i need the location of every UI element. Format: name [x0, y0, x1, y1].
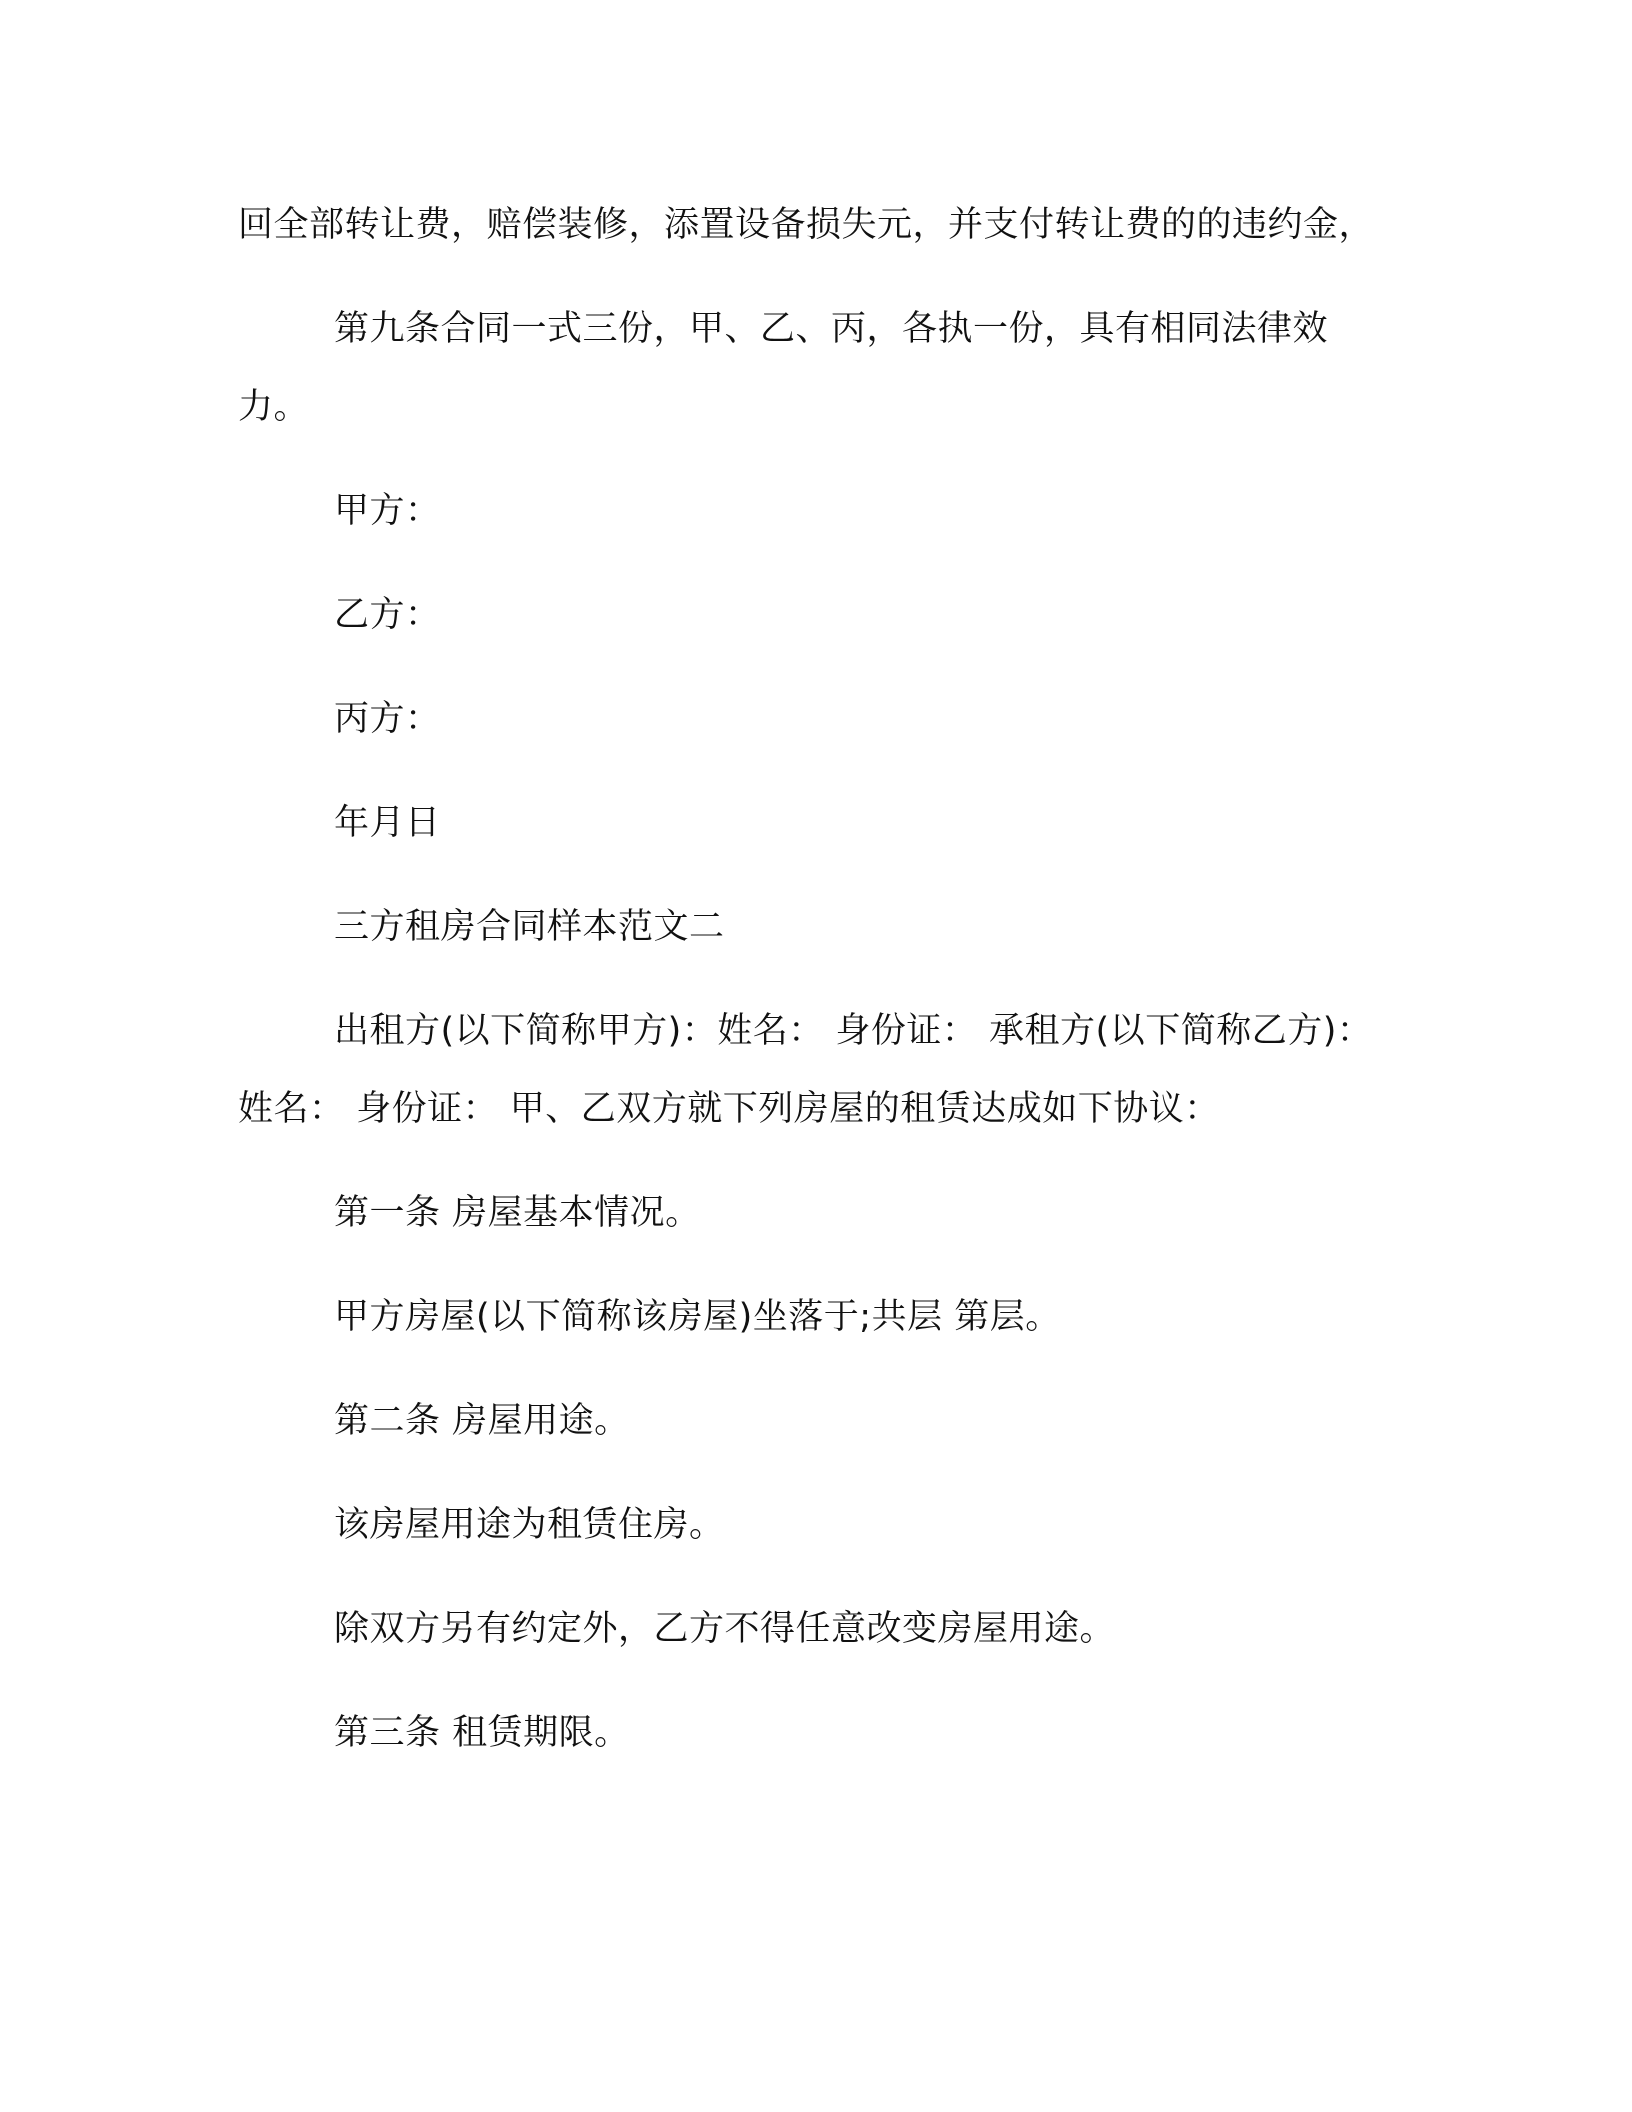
- article-three-heading: 第三条 租赁期限。: [334, 1713, 630, 1753]
- document-body: [238, 186, 1388, 1772]
- paragraph-use-restriction: 除双方另有约定外，乙方不得任意改变房屋用途。: [334, 1609, 1116, 1649]
- paragraph-transfer-fee-continuation: 回全部转让费，赔偿装修，添置设备损失元，并支付转让费的的违约金，: [238, 205, 1375, 245]
- paragraph-house-location: 甲方房屋(以下简称该房屋)坐落于;共层 第层。: [334, 1297, 1061, 1337]
- paragraph-article-nine: 第九条合同一式三份，甲、乙、丙，各执一份，具有相同法律效力。: [238, 309, 1329, 427]
- signature-party-c: 丙方：: [334, 699, 441, 739]
- article-one-heading: 第一条 房屋基本情况。: [334, 1193, 701, 1233]
- article-two-heading: 第二条 房屋用途。: [334, 1401, 630, 1441]
- signature-date: 年月日: [334, 803, 441, 843]
- signature-party-b: 乙方：: [334, 595, 441, 635]
- section-title-sample-two: 三方租房合同样本范文二: [334, 907, 725, 947]
- paragraph-house-use: 该房屋用途为租赁住房。: [334, 1505, 725, 1545]
- signature-party-a: 甲方：: [334, 491, 441, 531]
- paragraph-parties: 出租方(以下简称甲方)：姓名： 身份证： 承租方(以下简称乙方)：姓名： 身份证： 甲、乙双方就下列房屋的租赁达成如下协议：: [238, 1011, 1373, 1129]
